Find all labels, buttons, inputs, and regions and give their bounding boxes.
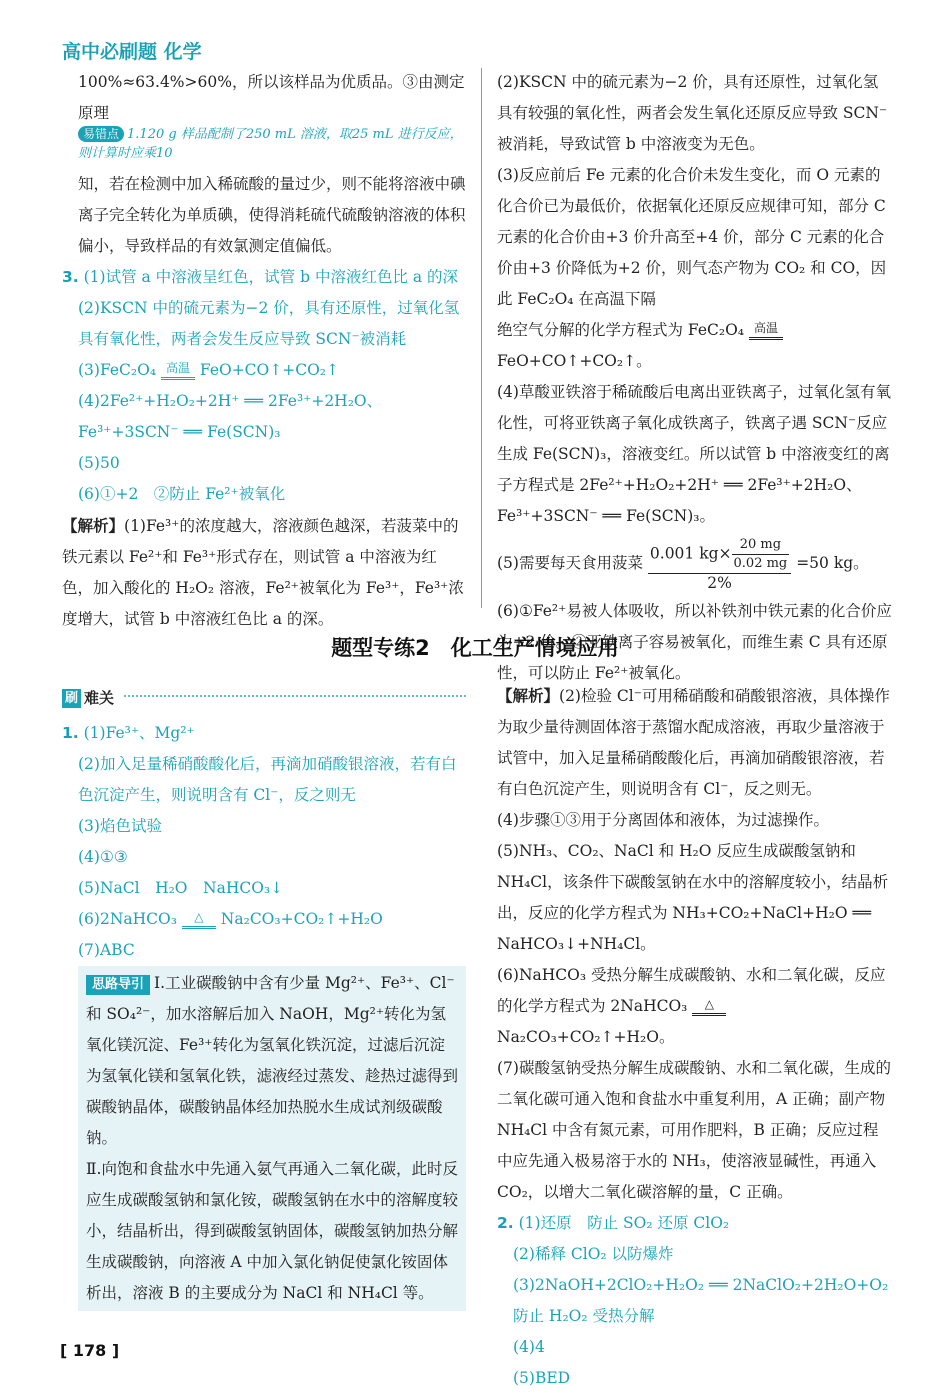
question-number: 1. <box>62 724 79 742</box>
answer-line: (4)4 <box>513 1338 545 1356</box>
thinking-guide: 思路导引 Ⅰ.工业碳酸钠中含有少量 Mg²⁺、Fe³⁺、Cl⁻和 SO₄²⁻，加水溶解后加入 NaOH，Mg²⁺转化为氢氧化镁沉淀、Fe³⁺转化为氢氧化铁沉淀，过滤后沉淀为氢氧化镁和氢氧化铁，滤液经过蒸发、趁热过滤得到碳酸钠晶体，碳酸钠晶体经加热脱水生成试剂级碳酸钠。 Ⅱ.向饱和食盐水中先通入氨气再通入二氧化碳，此时反应生成碳酸氢钠和氯化铵，碳酸氢钠在水中的溶解度较小，结晶析出，得到碳酸氢钠固体，碳酸氢钠加热分解生成碳酸钠，向溶液 A 中加入氯化钠促使氯化铵固体析出，溶液 B 的主要成分为 NaCl 和 NH₄Cl 等。 <box>78 966 466 1311</box>
analysis-paragraph: 【解析】(2)检验 Cl⁻可用稀硝酸和硝酸银溶液，具体操作为取少量待测固体溶于蒸馏水配成溶液，再取少量溶液于试管中，加入足量稀硝酸酸化后，再滴加硝酸银溶液，若有白色沉淀产生，则说明含有 Cl⁻，反之则无。 <box>497 686 890 798</box>
answer-line: (4)①③ <box>78 848 128 866</box>
answer-line: (3)2NaOH+2ClO₂+H₂O₂ ══ 2NaClO₂+2H₂O+O₂ <box>513 1276 889 1294</box>
right-top-column <box>497 67 893 689</box>
answer-line: (7)ABC <box>78 941 135 959</box>
text-paragraph: (3)反应前后 Fe 元素的化合价未发生变化，而 O 元素的化合价已为最低价，依据氧化还原反应规律可知，部分 C 元素的化合价由+3 价升高至+4 价，部分 C 元素的化合价由+3 价降低为+2 价，则气态产物为 CO₂ 和 CO，因此 FeC₂O₄ 在高温下隔 <box>497 166 887 308</box>
dotted-divider <box>124 695 466 697</box>
reaction-condition: △ <box>692 997 726 1022</box>
section-title: 题型专练2 化工生产情境应用 <box>331 636 619 660</box>
answer-line: (1)Fe³⁺、Mg²⁺ <box>83 724 195 742</box>
equation-line: (3)FeC₂O₄ 高温 FeO+CO↑+CO₂↑ <box>62 355 466 386</box>
answer-line: (5)NaCl H₂O NaHCO₃↓ <box>78 879 284 897</box>
question-number: 3. <box>62 268 79 286</box>
analysis-paragraph: 【解析】(1)Fe³⁺的浓度越大，溶液颜色越深，若菠菜中的铁元素以 Fe²⁺和 Fe³⁺形式存在，则试管 a 中溶液为红色，加入酸化的 H₂O₂ 溶液，Fe²⁺被氧化为 Fe³⁺，Fe³⁺浓度增大，试管 b 中溶液红色比 a 的深。 <box>62 516 464 628</box>
answer-line: (2)加入足量稀硝酸酸化后，再滴加硝酸银溶液，若有白色沉淀产生，则说明含有 Cl⁻，反之则无 <box>78 755 457 804</box>
guide-badge: 思路导引 <box>86 975 150 995</box>
hint-text: 1.120 g 样品配制了250 mL 溶液，取25 mL 进行反应，则计算时应乘10 <box>78 127 463 161</box>
difficulty-header <box>62 683 466 707</box>
right-bottom-column <box>497 680 893 1394</box>
equation-line: (6)2NaHCO₃ △ Na₂CO₃+CO₂↑+H₂O <box>62 904 466 935</box>
answer-line: (1)还原 防止 SO₂ 还原 ClO₂ <box>518 1214 730 1232</box>
brush-icon: 刷 <box>62 689 81 708</box>
difficulty-label: 难关 <box>84 689 115 707</box>
answer-line: (5)50 <box>78 454 120 472</box>
text-paragraph: (4)步骤①③用于分离固体和液体，为过滤操作。 <box>497 811 829 829</box>
answer-line: (4)2Fe²⁺+H₂O₂+2H⁺ ══ 2Fe³⁺+2H₂O、Fe³⁺+3SCN⁻ ══ Fe(SCN)₃ <box>78 392 383 441</box>
analysis-tag: 【解析】 <box>62 516 125 535</box>
equation-paragraph: (6)NaHCO₃ 受热分解生成碳酸钠、水和二氧化碳，反应的化学方程式为 2NaHCO₃ △ Na₂CO₃+CO₂↑+H₂O。 <box>497 966 886 1046</box>
text-paragraph: 知，若在检测中加入稀硫酸的量过少，则不能将溶液中碘离子完全转化为单质碘，使得消耗硫代硫酸钠溶液的体积偏小，导致样品的有效氯测定值偏低。 <box>78 175 466 255</box>
text-paragraph: (6)①Fe²⁺易被人体吸收，所以补铁剂中铁元素的化合价应为+2 价。②亚铁离子容易被氧化，而维生素 C 具有还原性，可以防止 Fe²⁺被氧化。 <box>497 602 892 682</box>
fraction: 0.001 kg× $\frac{20 mg}{0.02 mg}$ 2% <box>648 536 791 592</box>
analysis-tag: 【解析】 <box>497 686 560 705</box>
text-paragraph: (4)草酸亚铁溶于稀硫酸后电离出亚铁离子，过氧化氢有氧化性，可将亚铁离子氧化成铁离子，铁离子遇 SCN⁻反应生成 Fe(SCN)₃，溶液变红。所以试管 b 中溶液变红的离子方程式是 2Fe²⁺+H₂O₂+2H⁺ ══ 2Fe³⁺+2H₂O、Fe³⁺+3SCN⁻ ══ Fe(SCN)₃。 <box>497 383 891 525</box>
reaction-condition: 高温 <box>161 361 195 386</box>
answer-line: (1)试管 a 中溶液呈红色，试管 b 中溶液红色比 a 的深 <box>83 268 459 286</box>
book-title: 高中必刷题 化学 <box>62 41 202 63</box>
hint-badge: 易错点 <box>78 126 124 142</box>
equation-line: 绝空气分解的化学方程式为 FeC₂O₄ 高温 FeO+CO↑+CO₂↑。 <box>497 315 893 377</box>
column-divider <box>481 68 482 608</box>
error-hint <box>62 125 466 163</box>
question-number: 2. <box>497 1214 514 1232</box>
reaction-condition: 高温 <box>749 321 783 346</box>
answer-line: (2)稀释 ClO₂ 以防爆炸 <box>513 1245 674 1263</box>
text-paragraph: (2)KSCN 中的硫元素为−2 价，具有还原性，过氧化氢具有较强的氧化性，两者会发生氧化还原反应导致 SCN⁻被消耗，导致试管 b 中溶液变为无色。 <box>497 73 888 153</box>
text-line: 100%≈63.4%>60%，所以该样品为优质品。③由测定原理 <box>78 73 465 122</box>
left-top-column <box>62 67 466 635</box>
page-number: [ 178 ] <box>60 1341 120 1360</box>
left-bottom-column <box>62 718 466 1311</box>
text-paragraph: (5)NH₃、CO₂、NaCl 和 H₂O 反应生成碳酸氢钠和 NH₄Cl，该条件下碳酸氢钠在水中的溶解度较小，结晶析出，反应的化学方程式为 NH₃+CO₂+NaCl+H₂O ══ NaHCO₃↓+NH₄Cl。 <box>497 842 889 953</box>
reaction-condition: △ <box>182 910 216 935</box>
answer-line: (6)①+2 ②防止 Fe²⁺被氧化 <box>78 485 286 503</box>
answer-line: (5)BED <box>513 1369 571 1387</box>
answer-line: (2)KSCN 中的硫元素为−2 价，具有还原性，过氧化氢具有氧化性，两者会发生反应导致 SCN⁻被消耗 <box>78 299 460 348</box>
answer-line: 防止 H₂O₂ 受热分解 <box>513 1307 655 1325</box>
text-paragraph: (7)碳酸氢钠受热分解生成碳酸钠、水和二氧化碳，生成的二氧化碳可通入饱和食盐水中重复利用，A 正确；副产物 NH₄Cl 中含有氮元素，可用作肥料，B 正确；反应过程中应先通入极易溶于水的 NH₃，使溶液显碱性，再通入 CO₂，以增大二氧化碳溶解的量，C 正确。 <box>497 1059 891 1201</box>
answer-line: (3)焰色试验 <box>78 817 162 835</box>
calculation-line: (5)需要每天食用菠菜 0.001 kg× $\frac{20 mg}{0.02 mg}$ 2% =50 kg。 <box>497 537 869 592</box>
